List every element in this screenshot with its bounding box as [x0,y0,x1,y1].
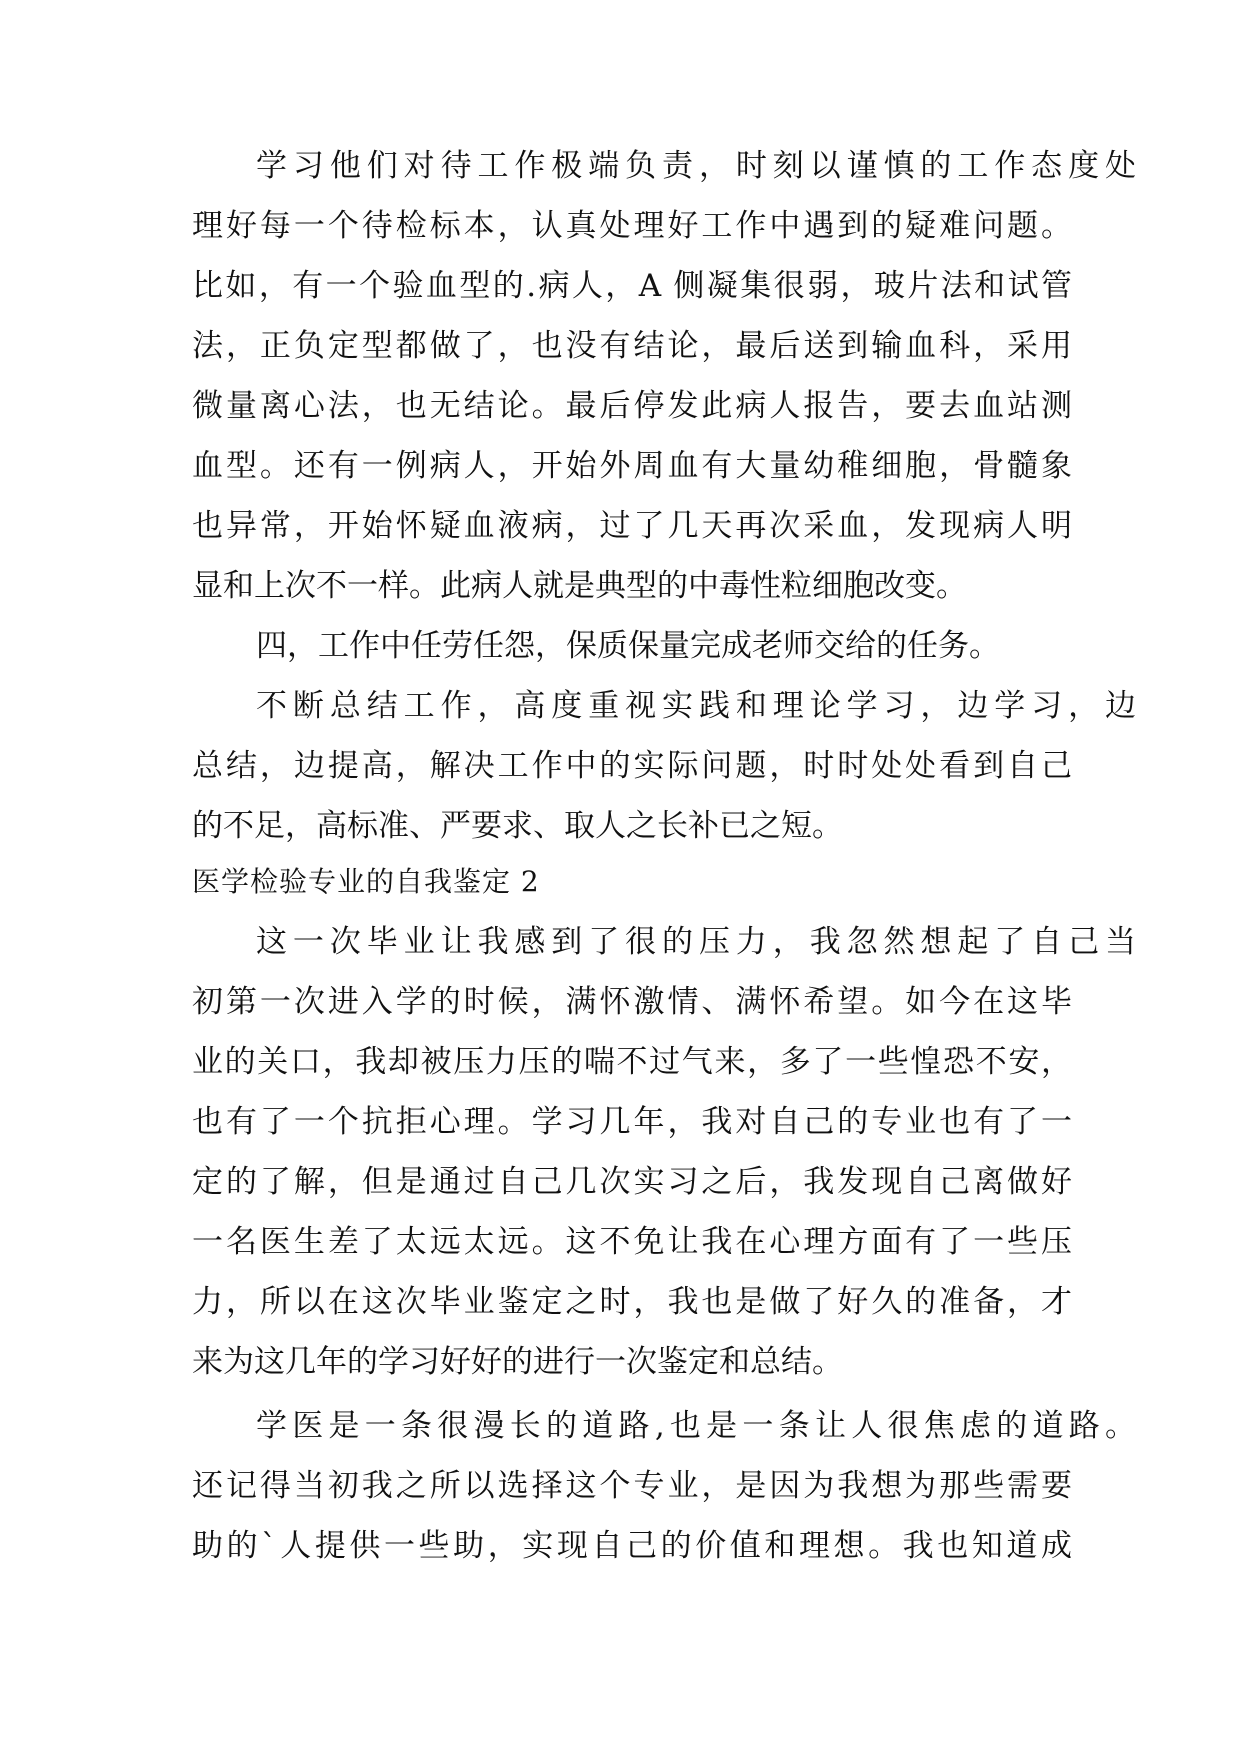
paragraph-line: 业的关口，我却被压力压的喘不过气来，多了一些惶恐不安， [192,1044,1072,1080]
paragraph-line: 学习他们对待工作极端负责，时刻以谨慎的工作态度处 [256,148,1136,184]
paragraph-line: 学医是一条很漫长的道路,也是一条让人很焦虑的道路。 [256,1408,1136,1444]
paragraph-line: 助的`人提供一些助，实现自己的价值和理想。我也知道成 [192,1528,1072,1564]
paragraph-line: 初第一次进入学的时候，满怀激情、满怀希望。如今在这毕 [192,984,1072,1020]
paragraph-line: 不断总结工作，高度重视实践和理论学习，边学习，边 [256,688,1136,724]
paragraph-line: 的不足，高标准、严要求、取人之长补已之短。 [192,808,843,844]
paragraph-line: 这一次毕业让我感到了很的压力，我忽然想起了自己当 [256,924,1136,960]
paragraph-line: 也有了一个抗拒心理。学习几年，我对自己的专业也有了一 [192,1104,1072,1140]
paragraph-line: 法，正负定型都做了，也没有结论，最后送到输血科，采用 [192,328,1072,364]
paragraph-line: 也异常，开始怀疑血液病，过了几天再次采血，发现病人明 [192,508,1072,544]
paragraph-line: 比如，有一个验血型的.病人，A 侧凝集很弱，玻片法和试管 [192,268,1072,304]
paragraph-line: 还记得当初我之所以选择这个专业，是因为我想为那些需要 [192,1468,1072,1504]
paragraph-line: 理好每一个待检标本，认真处理好工作中遇到的疑难问题。 [192,208,1072,244]
paragraph-line: 来为这几年的学习好好的进行一次鉴定和总结。 [192,1344,843,1380]
paragraph-line: 显和上次不一样。此病人就是典型的中毒性粒细胞改变。 [192,568,967,604]
paragraph-line: 定的了解，但是通过自己几次实习之后，我发现自己离做好 [192,1164,1072,1200]
paragraph-line: 血型。还有一例病人，开始外周血有大量幼稚细胞，骨髓象 [192,448,1072,484]
paragraph-line: 力，所以在这次毕业鉴定之时，我也是做了好久的准备，才 [192,1284,1072,1320]
paragraph-line: 微量离心法，也无结论。最后停发此病人报告，要去血站测 [192,388,1072,424]
paragraph-line: 总结，边提高，解决工作中的实际问题，时时处处看到自己 [192,748,1072,784]
paragraph-line: 四，工作中任劳任怨，保质保量完成老师交给的任务。 [256,628,1000,664]
paragraph-line: 一名医生差了太远太远。这不免让我在心理方面有了一些压 [192,1224,1072,1260]
section-heading: 医学检验专业的自我鉴定 2 [192,865,540,898]
